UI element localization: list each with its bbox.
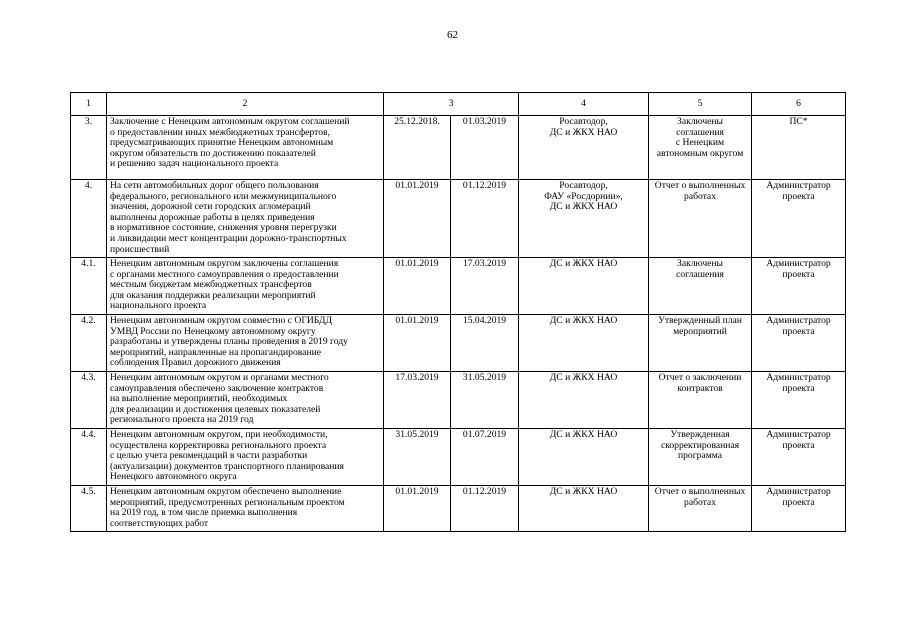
row-description: Ненецким автономным округом и органами местного самоуправления обеспечено заключение контрактов на выполнение мероприятий, необходимых для реализации и достижения целевых показателей регионального проекта на 2019 год <box>107 372 384 429</box>
row-end-date: 01.12.2019 <box>451 180 519 258</box>
row-responsible: Росавтодор, ФАУ «Росдорнии», ДС и ЖКХ НАО <box>519 180 649 258</box>
row-level: Администратор проекта <box>752 429 846 486</box>
header-cell: 3 <box>384 93 519 116</box>
row-result: Утвержденный план мероприятий <box>649 315 752 372</box>
row-responsible: ДС и ЖКХ НАО <box>519 315 649 372</box>
row-start-date: 01.01.2019 <box>384 258 451 315</box>
row-responsible: Росавтодор, ДС и ЖКХ НАО <box>519 116 649 180</box>
table-row <box>71 372 846 429</box>
row-end-date: 01.07.2019 <box>451 429 519 486</box>
header-cell: 2 <box>107 93 384 116</box>
page-number: 62 <box>447 29 458 41</box>
header-cell: 4 <box>519 93 649 116</box>
row-description: Ненецким автономным округом совместно с ОГИБДД УМВД России по Ненецкому автономному округу разработаны и утверждены планы проведения в 2019 году мероприятий, направленные на пропагандирование соблюдения Правил дорожного движения <box>107 315 384 372</box>
row-level: Администратор проекта <box>752 486 846 532</box>
row-start-date: 31.05.2019 <box>384 429 451 486</box>
row-result: Заключены соглашения <box>649 258 752 315</box>
row-start-date: 17.03.2019 <box>384 372 451 429</box>
row-start-date: 01.01.2019 <box>384 315 451 372</box>
table-row <box>71 258 846 315</box>
table-row <box>71 116 846 180</box>
plan-table <box>70 92 846 532</box>
row-end-date: 01.03.2019 <box>451 116 519 180</box>
row-description: Ненецким автономным округом заключены соглашения с органами местного самоуправления о предоставлении местным бюджетам межбюджетных трансфертов для оказания поддержки реализации мероприятий национального проекта <box>107 258 384 315</box>
row-description: На сети автомобильных дорог общего пользования федерального, регионального или межмуниципального значения, дорожной сети городских агломераций выполнены дорожные работы в целях приведения в нормативное состояние, снижения уровня перегрузки и ликвидации мест концентрации дорожно-транспортных происшествий <box>107 180 384 258</box>
row-responsible: ДС и ЖКХ НАО <box>519 486 649 532</box>
header-cell: 6 <box>752 93 846 116</box>
row-number: 4.4. <box>71 429 107 486</box>
row-responsible: ДС и ЖКХ НАО <box>519 429 649 486</box>
row-level: Администратор проекта <box>752 180 846 258</box>
row-number: 3. <box>71 116 107 180</box>
table-row <box>71 486 846 532</box>
row-level: Администратор проекта <box>752 372 846 429</box>
row-description: Заключение с Ненецким автономным округом соглашений о предоставлении иных межбюджетных трансфертов, предусматривающих принятие Ненецким автономным округом обязательств по достижению показателей и решению задач национального проекта <box>107 116 384 180</box>
row-end-date: 17.03.2019 <box>451 258 519 315</box>
row-result: Заключены соглашения с Ненецким автономным округом <box>649 116 752 180</box>
header-cell: 1 <box>71 93 107 116</box>
row-end-date: 31.05.2019 <box>451 372 519 429</box>
row-number: 4.5. <box>71 486 107 532</box>
row-level: Администратор проекта <box>752 258 846 315</box>
table-row <box>71 429 846 486</box>
row-level: ПС* <box>752 116 846 180</box>
row-number: 4.2. <box>71 315 107 372</box>
row-result: Отчет о заключении контрактов <box>649 372 752 429</box>
row-start-date: 01.01.2019 <box>384 180 451 258</box>
table-row <box>71 315 846 372</box>
row-end-date: 15.04.2019 <box>451 315 519 372</box>
row-number: 4.1. <box>71 258 107 315</box>
row-number: 4.3. <box>71 372 107 429</box>
row-start-date: 01.01.2019 <box>384 486 451 532</box>
row-description: Ненецким автономным округом, при необходимости, осуществлена корректировка регионального проекта с целью учета рекомендаций в части разработки (актуализации) документов транспортного планирования Ненецкого автономного округа <box>107 429 384 486</box>
row-result: Отчет о выполненных работах <box>649 486 752 532</box>
row-level: Администратор проекта <box>752 315 846 372</box>
row-result: Отчет о выполненных работах <box>649 180 752 258</box>
row-result: Утвержденная скорректированная программа <box>649 429 752 486</box>
row-start-date: 25.12.2018. <box>384 116 451 180</box>
row-responsible: ДС и ЖКХ НАО <box>519 258 649 315</box>
row-description: Ненецким автономным округом обеспечено выполнение мероприятий, предусмотренных региональным проектом на 2019 год, в том числе приемка выполнения соответствующих работ <box>107 486 384 532</box>
table-row <box>71 180 846 258</box>
row-number: 4. <box>71 180 107 258</box>
row-responsible: ДС и ЖКХ НАО <box>519 372 649 429</box>
row-end-date: 01.12.2019 <box>451 486 519 532</box>
header-row <box>71 93 846 116</box>
header-cell: 5 <box>649 93 752 116</box>
